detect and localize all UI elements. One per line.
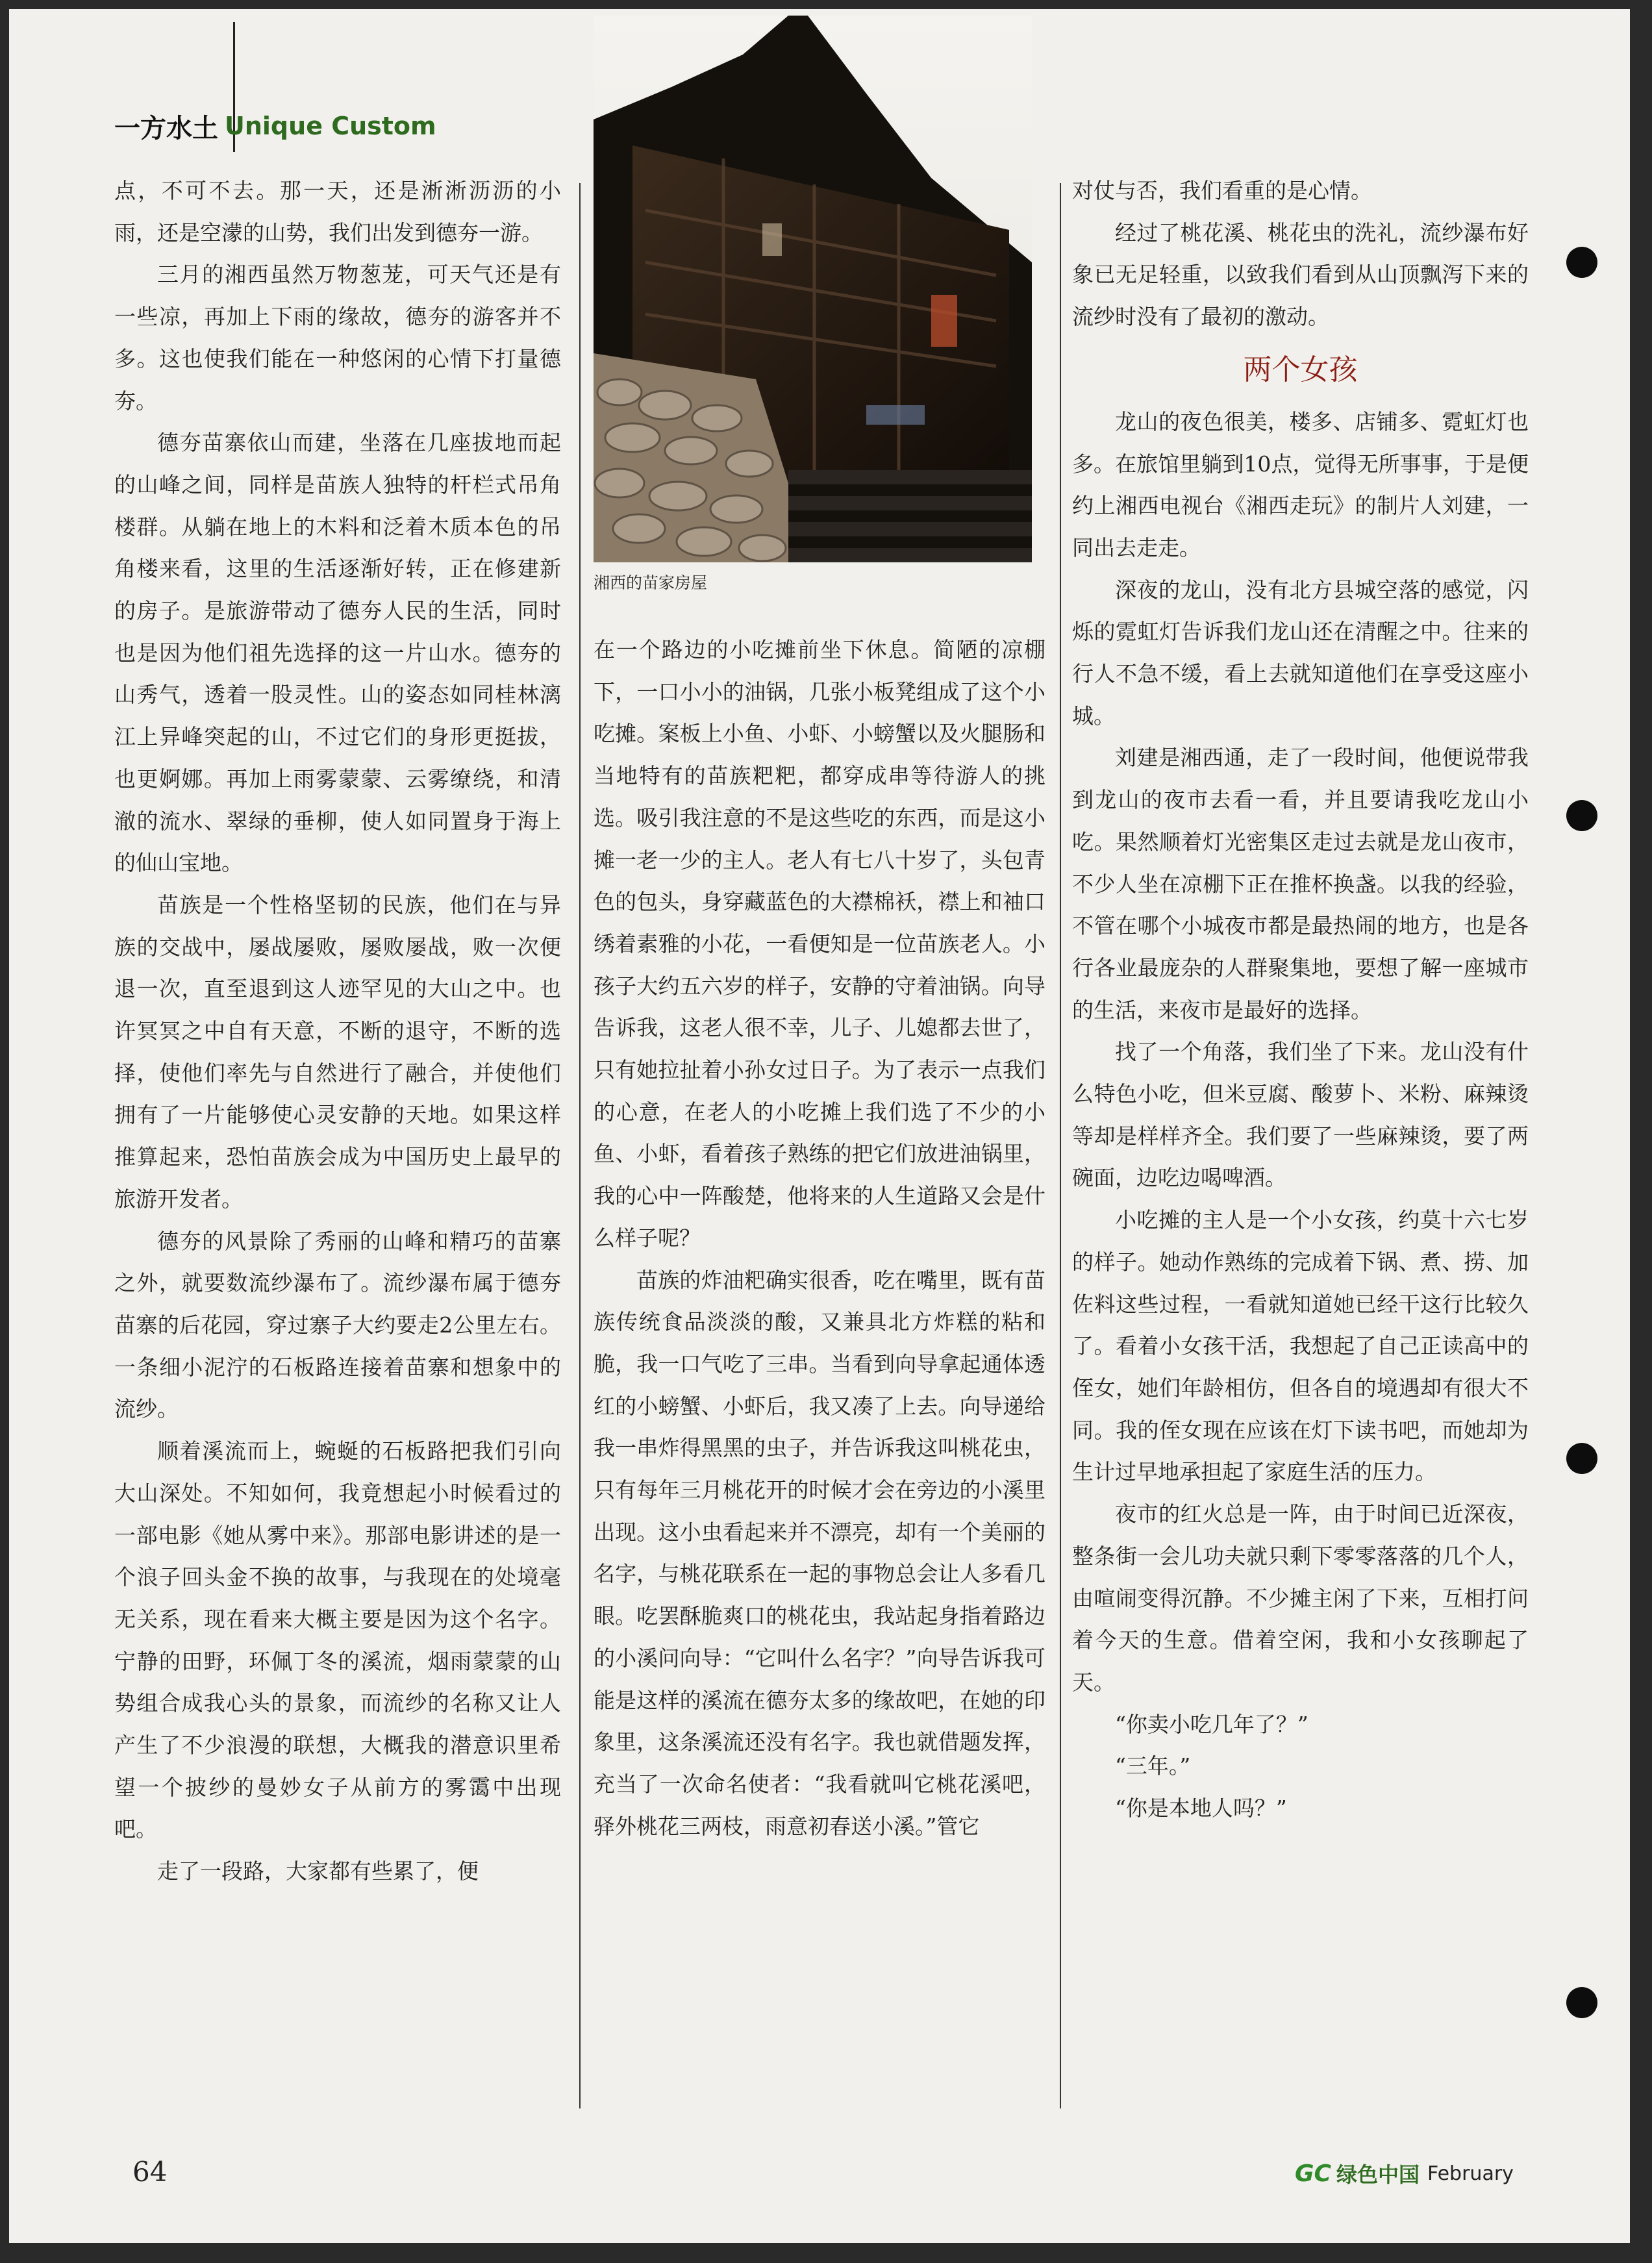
- section-title-cn: 一方水土: [114, 113, 218, 144]
- section-header: [114, 106, 436, 145]
- paragraph: 顺着溪流而上，蜿蜒的石板路把我们引向大山深处。不知如何，我竟想起小时候看过的一部电影《她从雾中来》。那部电影讲述的是一个浪子回头金不换的故事，与我现在的处境毫无关系，现在看来大概主要是因为这个名字。宁静的田野，环佩丁冬的溪流，烟雨蒙蒙的山势组合成我心头的景象，而流纱的名称又让人产生了不少浪漫的联想，大概我的潜意识里希望一个披纱的曼妙女子从前方的雾霭中出现吧。: [114, 1438, 561, 1842]
- column-2: [594, 629, 1045, 1847]
- binder-hole: [1566, 247, 1597, 278]
- column-1: [114, 170, 561, 1893]
- paragraph: 三月的湘西虽然万物葱茏，可天气还是有一些凉，再加上下雨的缘故，德夯的游客并不多。这也使我们能在一种悠闲的心情下打量德夯。: [114, 262, 561, 414]
- section-title-en: Unique Custom: [225, 112, 436, 140]
- paragraph: 在一个路边的小吃摊前坐下休息。简陋的凉棚下，一口小小的油锅，几张小板凳组成了这个小吃摊。案板上小鱼、小虾、小螃蟹以及火腿肠和当地特有的苗族粑粑，都穿成串等待游人的挑选。吸引我注意的不是这些吃的东西，而是这小摊一老一少的主人。老人有七八十岁了，头包青色的包头，身穿藏蓝色的大襟棉袄，襟上和袖口绣着素雅的小花，一看便知是一位苗族老人。小孩子大约五六岁的样子，安静的守着油锅。向导告诉我，这老人很不幸，儿子、儿媳都去世了，只有她拉扯着小孙女过日子。为了表示一点我们的心意，在老人的小吃摊上我们选了不少的小鱼、小虾，看着孩子熟练的把它们放进油锅里，我的心中一阵酸楚，他将来的人生道路又会是什么样子呢？: [594, 637, 1045, 1251]
- magazine-logo: GC: [1295, 2160, 1331, 2187]
- magazine-footer: [1295, 2158, 1514, 2188]
- paragraph: 经过了桃花溪、桃花虫的洗礼，流纱瀑布好象已无足轻重，以致我们看到从山顶飘泻下来的流纱时没有了最初的激动。: [1072, 219, 1529, 330]
- paragraph: 德夯苗寨依山而建，坐落在几座拔地而起的山峰之间，同样是苗族人独特的杆栏式吊角楼群。从躺在地上的木料和泛着木质本色的吊角楼来看，这里的生活逐渐好转，正在修建新的房子。是旅游带动了德夯人民的生活，同时也是因为他们祖先选择的这一片山水。德夯的山秀气，透着一股灵性。山的姿态如同桂林漓江上异峰突起的山，不过它们的身形更挺拔，也更婀娜。再加上雨雾蒙蒙、云雾缭绕，和清澈的流水、翠绿的垂柳，使人如同置身于海上的仙山宝地。: [114, 430, 561, 876]
- dialogue-line: “你卖小吃几年了？”: [1115, 1711, 1308, 1737]
- paragraph: 找了一个角落，我们坐了下来。龙山没有什么特色小吃，但米豆腐、酸萝卜、米粉、麻辣烫等却是样样齐全。我们要了一些麻辣烫，要了两碗面，边吃边喝啤酒。: [1072, 1039, 1529, 1191]
- subheading: 两个女孩: [1243, 353, 1358, 386]
- page-number: 64: [132, 2156, 168, 2188]
- paragraph: 德夯的风景除了秀丽的山峰和精巧的苗寨之外，就要数流纱瀑布了。流纱瀑布属于德夯苗寨的后花园，穿过寨子大约要走2公里左右。一条细小泥泞的石板路连接着苗寨和想象中的流纱。: [114, 1228, 561, 1422]
- binder-hole: [1566, 1443, 1597, 1474]
- column-3: [1072, 170, 1529, 1830]
- magazine-title: 绿色中国: [1336, 2162, 1420, 2187]
- magazine-page: [9, 9, 1630, 2243]
- dialogue-line: “三年。”: [1115, 1753, 1191, 1779]
- photo-image: [594, 16, 1032, 562]
- paragraph: 点，不可不去。那一天，还是淅淅沥沥的小雨，还是空濛的山势，我们出发到德夯一游。: [114, 178, 561, 245]
- column-divider: [1060, 183, 1061, 2108]
- binder-hole: [1566, 1987, 1597, 2018]
- paragraph: 刘建是湘西通，走了一段时间，他便说带我到龙山的夜市去看一看，并且要请我吃龙山小吃。果然顺着灯光密集区走过去就是龙山夜市，不少人坐在凉棚下正在推杯换盏。以我的经验，不管在哪个小城夜市都是最热闹的地方，也是各行各业最庞杂的人群聚集地，要想了解一座城市的生活，来夜市是最好的选择。: [1072, 745, 1529, 1023]
- photo-caption: 湘西的苗家房屋: [594, 573, 708, 592]
- paragraph: 深夜的龙山，没有北方县城空落的感觉，闪烁的霓虹灯告诉我们龙山还在清醒之中。往来的行人不急不缓，看上去就知道他们在享受这座小城。: [1072, 577, 1529, 729]
- issue-month: February: [1427, 2162, 1514, 2185]
- paragraph: 苗族是一个性格坚韧的民族，他们在与异族的交战中，屡战屡败，屡败屡战，败一次便退一次，直至退到这人迹罕见的大山之中。也许冥冥之中自有天意，不断的退守，不断的选择，使他们率先与自然进行了融合，并使他们拥有了一片能够使心灵安静的天地。如果这样推算起来，恐怕苗族会成为中国历史上最早的旅游开发者。: [114, 892, 561, 1212]
- paragraph: 龙山的夜色很美，楼多、店铺多、霓虹灯也多。在旅馆里躺到10点，觉得无所事事，于是便约上湘西电视台《湘西走玩》的制片人刘建，一同出去走走。: [1072, 408, 1529, 560]
- column-divider: [579, 183, 581, 2108]
- dialogue-line: “你是本地人吗？”: [1115, 1795, 1287, 1821]
- miao-house-photo: [594, 16, 1032, 562]
- paragraph: 对仗与否，我们看重的是心情。: [1072, 178, 1372, 203]
- paragraph: 小吃摊的主人是一个小女孩，约莫十六七岁的样子。她动作熟练的完成着下锅、煮、捞、加佐料这些过程，一看就知道她已经干这行比较久了。看着小女孩干活，我想起了自己正读高中的侄女，她们年龄相仿，但各自的境遇却有很大不同。我的侄女现在应该在灯下读书吧，而她却为生计过早地承担起了家庭生活的压力。: [1072, 1207, 1529, 1485]
- paragraph: 夜市的红火总是一阵，由于时间已近深夜，整条街一会儿功夫就只剩下零零落落的几个人，由喧闹变得沉静。不少摊主闲了下来，互相打问着今天的生意。借着空闲，我和小女孩聊起了天。: [1072, 1501, 1529, 1695]
- paragraph: 苗族的炸油粑确实很香，吃在嘴里，既有苗族传统食品淡淡的酸，又兼具北方炸糕的粘和脆，我一口气吃了三串。当看到向导拿起通体透红的小螃蟹、小虾后，我又凑了上去。向导递给我一串炸得黑黑的虫子，并告诉我这叫桃花虫，只有每年三月桃花开的时候才会在旁边的小溪里出现。这小虫看起来并不漂亮，却有一个美丽的名字，与桃花联系在一起的事物总会让人多看几眼。吃罢酥脆爽口的桃花虫，我站起身指着路边的小溪问向导：“它叫什么名字？”向导告诉我可能是这样的溪流在德夯太多的缘故吧，在她的印象里，这条溪流还没有名字。我也就借题发挥，充当了一次命名使者：“我看就叫它桃花溪吧，驿外桃花三两枝，雨意初春送小溪。”管它: [594, 1267, 1045, 1839]
- binder-hole: [1566, 800, 1597, 831]
- paragraph: 走了一段路，大家都有些累了，便: [157, 1858, 479, 1884]
